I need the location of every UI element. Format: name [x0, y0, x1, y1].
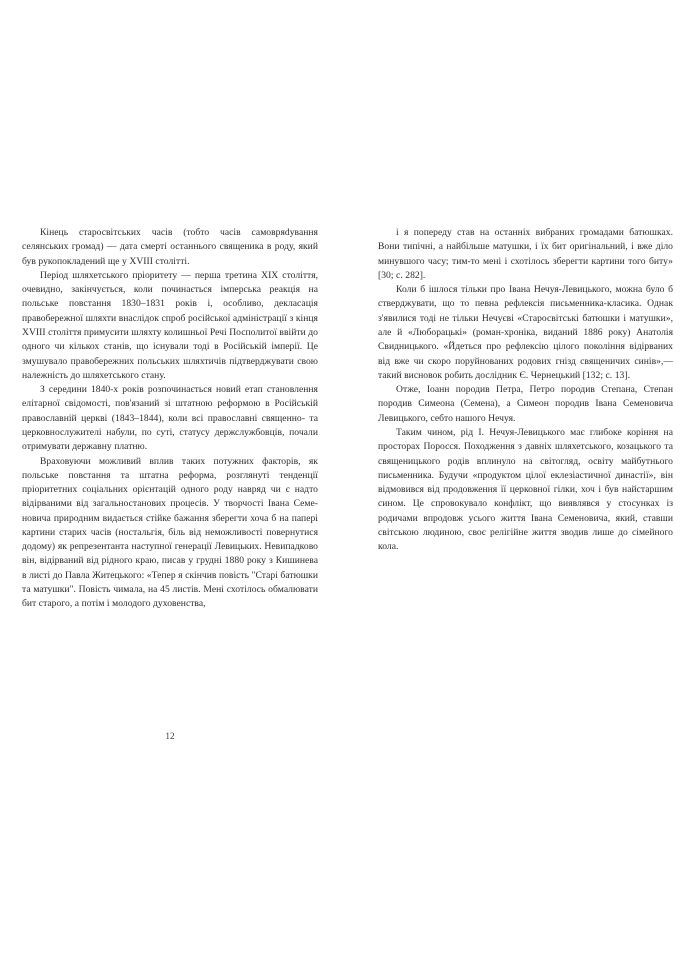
page-number: 12 — [165, 731, 175, 741]
text-column-right — [378, 226, 673, 554]
paragraph: Таким чином, рід І. Нечуя-Левицького має глибоке коріння на просторах Поросся. Походження з давніх шляхетського, козацького та священицького родів вплинуло на світогляд, освіту майбутнього письменника. Будучи «продуктом цілої еклезіастичної династії», він відмовився від продовження її церковної гілки, хоч і був найстаршим сином. Це спровокувало конфлікт, що виявлявся у стосунках із родичами впродовж усього життя Івана Семеновича, який, ставши світською людиною, своє релігійне життя зводив лише до сімейного кола. — [378, 426, 673, 553]
paragraph: Враховуючи можливий вплив таких потужних факторів, як польське повстання та штатна реформа, розглянуті тенденції пріоритетних соціальних орієнтацій одного роду навряд чи є надто відірваними від загальностанових процесів. У творчості Івана Семеновича природним видається стійке бажання зберегти хоча б на папері картини старих часів (ностальгія, біль від неможливості повернутися додому) як репрезентанта наступної генерації Левицьких. Невипадково він, відірваний від рідного краю, писав у грудні 1880 року з Кишинева в листі до Павла Житецького: «Тепер я скінчив повість "Старі батюшки та матушки". Повість чимала, на 45 листів. Мені схотілось обмалювати бит старого, а потім і молодого духовенства, — [22, 455, 319, 610]
paragraph: Коли б ішлося тільки про Івана Нечуя-Левицького, можна було б стверджувати, що то певна рефлексія письменника-класика. Однак з'явилися тоді не тільки Нечуєві «Старосвітські батюшки і матушки», але й «Люборацькі» (роман-хроніка, виданий 1886 року) Анатолія Свидницького. «Йдеться про рефлексію цілого покоління відірваних від вже чи скоро поруйнованих родових гнізд священичих синів»,— такий висновок робить дослідник Є. Чернецький [132; с. 13]. — [378, 284, 673, 381]
paragraph: З середини 1840-х років розпочинається новий етап становлення елітарної свідомості, пов'язаний зі штатною реформою в Російській православній церкві (1843–1844), коли всі православні священно- та церковнослужителі набули, по суті, статусу держслужбовців, почали отримувати державну платню. — [22, 384, 318, 453]
paragraph: Кінець старосвітських часів (тобто часів самовряdування селянських громад) — дата смерті останнього священика в роду, який був рукопокладений ще у XVIII столітті. — [22, 227, 318, 267]
paragraph: Отже, Іоанн породив Петра, Петро породив Степана, Степан породив Симеона (Семена), а Симеон породив Івана Семеновича Левицького, себто нашого Нечуя. — [378, 384, 673, 424]
text-column-left — [22, 226, 318, 612]
paragraph: Період шляхетського пріоритету — перша третина XIX століття, очевидно, закінчується, коли починається імперська реакція на польське повстання 1830–1831 років і, особливо, декласація правобережної шляхти внаслідок спроб російської адміністрації з кінця XVIII століття примусити шляхту колишньої Речі Посполитої ввійти до одного чи кількох станів, що існували тоді в Російській імперії. Це змушувало правобережних польських шляхтичів підтверджувати свою належність до шляхетського стану. — [22, 269, 318, 381]
paragraph: і я попереду став на останніх вибраних громадами батюшках. Вони типічні, а найбільше матушки, і їх бит оригінальний, і вже діло минувшого часу; тим-то мені і схотілось зберегти картини того биту» [30; с. 282]. — [378, 227, 673, 281]
